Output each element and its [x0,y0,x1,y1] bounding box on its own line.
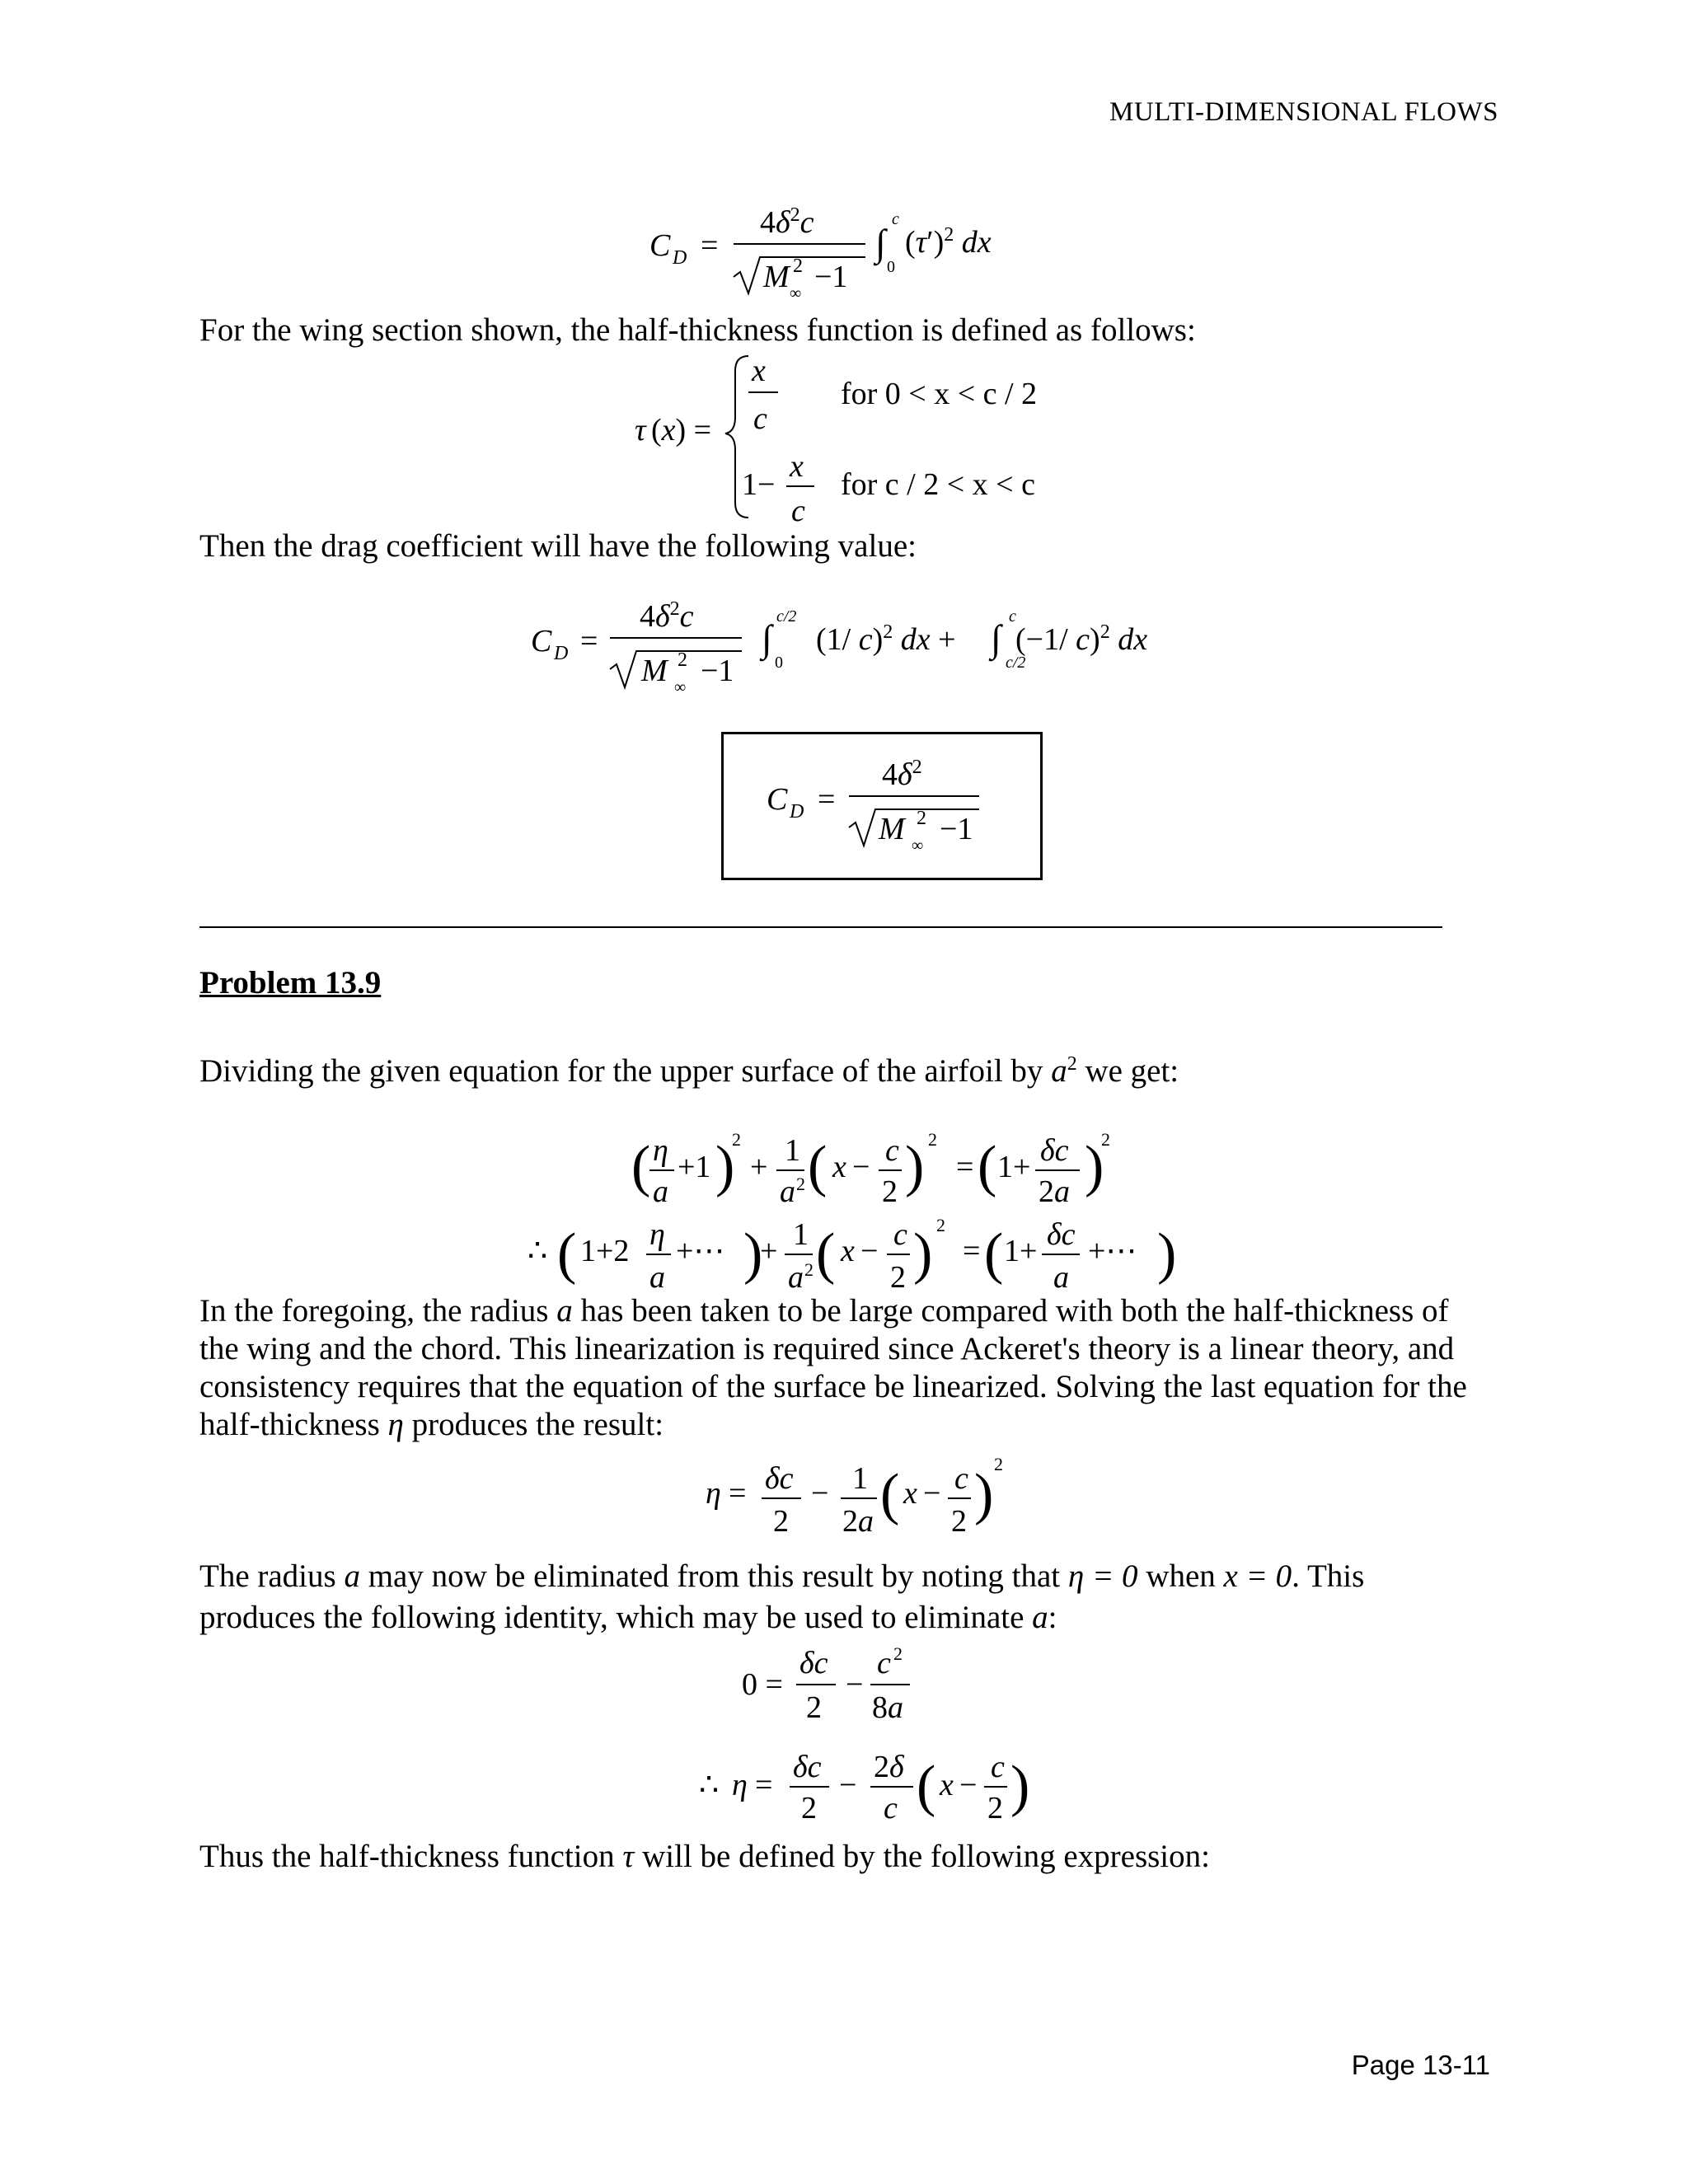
svg-text:1: 1 [852,1461,868,1496]
svg-text:c: c [893,1217,907,1252]
svg-text:+⋯: +⋯ [1088,1234,1137,1268]
case1-condition: for 0 < x < c / 2 [841,377,1038,411]
svg-text:∫: ∫ [762,617,772,659]
svg-text:c: c [753,401,767,436]
svg-text:): ) [913,1222,933,1286]
svg-text:η: η [706,1476,721,1511]
svg-text:2: 2 [732,1129,741,1150]
paragraph-radius: The radius a may now be eliminated from this result by noting that η = 0 when x = 0. This produces the following identity, which may be used to eliminate a: [199,1558,1365,1635]
svg-text:(−1/ c)2 dx: (−1/ c)$^2$ dx [1015,621,1148,657]
svg-text:−: − [811,1476,829,1511]
svg-text:−: − [860,1234,879,1268]
svg-text:(: ( [880,1463,900,1526]
svg-text:2: 2 [987,1791,1003,1825]
svg-text:c: c [892,210,899,228]
svg-text:c: c [885,1133,899,1168]
svg-text:2: 2 [928,1129,937,1150]
svg-text:2: 2 [936,1215,945,1235]
svg-text:0 =: 0 = [742,1667,783,1702]
equation-linearized [528,1215,1176,1295]
svg-text:D: D [554,643,569,664]
therefore-icon: ∴ [699,1768,720,1802]
svg-text:∫: ∫ [875,222,886,264]
svg-text:c: c [877,1646,891,1680]
svg-text:2: 2 [804,1259,814,1280]
svg-text:+: + [750,1150,768,1184]
equation-circle-normalized [631,1129,1110,1209]
svg-text:δc: δc [799,1646,828,1680]
svg-text:−1: −1 [701,654,734,688]
case2-condition: for c / 2 < x < c [841,467,1035,502]
svg-text:D: D [673,247,687,269]
svg-text:c: c [1009,607,1016,626]
svg-text:δc: δc [1047,1217,1076,1252]
svg-text:4δ2c: $4\delta^2c$ [760,204,814,240]
svg-text:M: M [879,812,905,846]
svg-text:): ) [1085,1135,1104,1198]
svg-text:−: − [959,1768,978,1802]
svg-text:+: + [760,1234,778,1268]
svg-text:x: x [790,449,804,484]
equation-identity [742,1643,910,1725]
svg-text:η: η [653,1133,668,1168]
svg-text:δc: δc [765,1461,794,1496]
svg-text:a: a [780,1174,795,1209]
svg-text:=: = [963,1234,981,1268]
svg-text:C: C [767,782,788,817]
paragraph-foregoing: In the foregoing, the radius a has been taken to be large compared with both the half-thickness of the wing and the chord. This linearization is required since Ackeret's theory is a linear theory, and consistency requires that the equation of the surface be linearized. Solving the last equation for the half-thickness η produces the result: [199,1293,1467,1442]
svg-text:C: C [531,624,552,658]
svg-text:(: ( [631,1135,651,1198]
svg-text:M: M [641,654,668,688]
svg-text:M: M [763,260,790,294]
equation-cd-integrals [531,598,1147,696]
svg-text:−: − [839,1768,857,1802]
svg-text:D: D [790,801,804,823]
svg-text:a: a [649,1260,665,1295]
svg-text:(x) =: (x) = [651,413,712,448]
svg-text:2: 2 [773,1504,789,1539]
svg-text:2δ: 2δ [874,1750,904,1784]
svg-text:4δ2: $4\delta^2$ [882,757,922,792]
equation-cd-general [649,204,992,302]
svg-text:a: a [653,1174,668,1209]
svg-text:2: 2 [951,1504,967,1539]
svg-text:1+2: 1+2 [580,1234,630,1268]
svg-text:2: 2 [796,1174,805,1194]
svg-text:): ) [1010,1755,1030,1818]
paragraph-dividing: Dividing the given equation for the upper surface of the airfoil by $a^2$ we get: [199,1053,1179,1089]
svg-text:2: 2 [890,1260,906,1295]
svg-text:=: = [755,1768,773,1802]
svg-text:0: 0 [775,654,783,672]
svg-text:8a: 8a [872,1690,903,1725]
equation-tau-piecewise [635,354,1037,528]
svg-text:−: − [923,1476,941,1511]
svg-text:2: 2 [994,1454,1003,1474]
svg-text:δc: δc [793,1750,822,1784]
svg-text:C: C [649,228,671,263]
svg-text:+1: +1 [678,1150,711,1184]
svg-text:(1/ c)2 dx +: (1/ c)$^2$ dx + [816,621,956,657]
svg-text:2a: 2a [842,1504,874,1539]
svg-text:c/2: c/2 [1006,654,1026,672]
svg-text:+⋯: +⋯ [676,1234,725,1268]
svg-text:2: 2 [882,1174,898,1209]
svg-text:1: 1 [785,1133,800,1168]
svg-text:c: c [884,1791,898,1825]
paragraph-then-drag: Then the drag coefficient will have the following value: [199,528,917,564]
svg-text:δc: δc [1040,1133,1069,1168]
svg-text:4δ2c: $4\delta^2c$ [640,598,694,634]
paragraph-wing-section: For the wing section shown, the half-thickness function is defined as follows: [199,312,1196,348]
svg-text:c: c [954,1461,968,1496]
svg-text:x: x [903,1476,917,1511]
svg-text:2: 2 [917,808,926,829]
section-divider [199,926,1442,928]
svg-text:∞: ∞ [674,678,687,696]
svg-text:): ) [905,1135,925,1198]
svg-text:τ: τ [635,413,646,448]
svg-text:1+: 1+ [1004,1234,1038,1268]
svg-text:(τ′)2 dx: $(\tau')^2$ dx [905,224,992,260]
page-number: Page 13-11 [1351,2050,1490,2080]
svg-text:2: 2 [801,1791,817,1825]
svg-text:=: = [729,1476,747,1511]
svg-text:(: ( [816,1222,836,1286]
therefore-icon: ∴ [528,1234,548,1268]
svg-text:x: x [832,1150,846,1184]
svg-text:a: a [788,1260,804,1295]
svg-text:−: − [852,1150,870,1184]
running-header: MULTI-DIMENSIONAL FLOWS [1109,97,1498,127]
svg-text:2: 2 [678,649,687,671]
svg-text:c: c [991,1750,1005,1784]
svg-text:x: x [940,1768,954,1802]
svg-text:(: ( [808,1135,828,1198]
svg-text:∫: ∫ [991,617,1001,659]
svg-text:η: η [649,1217,665,1252]
svg-text:2a: 2a [1039,1174,1070,1209]
svg-text:∞: ∞ [790,284,802,302]
svg-text:=: = [701,228,719,263]
svg-text:1: 1 [793,1217,809,1252]
svg-text:(: ( [984,1222,1004,1286]
svg-text:=: = [580,624,598,658]
paragraph-thus: Thus the half-thickness function τ will be defined by the following expression: [199,1839,1210,1874]
svg-text:): ) [743,1222,763,1286]
svg-text:(: ( [978,1135,997,1198]
svg-text:η: η [732,1768,748,1802]
svg-text:c/2: c/2 [776,607,797,626]
symbol-a: a [1051,1053,1067,1089]
svg-text:(: ( [917,1755,936,1818]
svg-text:∞: ∞ [912,837,924,855]
equation-eta-result [706,1454,1003,1539]
svg-text:−1: −1 [814,260,848,294]
problem-title: Problem 13.9 [199,965,382,1001]
svg-text:x: x [841,1234,855,1268]
svg-text:2: 2 [806,1690,822,1725]
answer-box [721,732,1043,880]
svg-text:1+: 1+ [997,1150,1031,1184]
svg-text:): ) [715,1135,735,1198]
svg-text:): ) [974,1463,994,1526]
svg-text:=: = [956,1150,974,1184]
svg-text:c: c [791,494,805,528]
svg-text:−1: −1 [940,812,973,846]
equation-eta-final [699,1750,1029,1825]
svg-text:1−: 1− [742,467,776,502]
svg-text:=: = [818,782,836,817]
svg-text:a: a [1053,1260,1069,1295]
svg-text:−: − [846,1667,864,1702]
svg-text:(: ( [557,1222,577,1286]
svg-text:2: 2 [893,1643,903,1664]
svg-text:0: 0 [887,258,895,276]
svg-text:2: 2 [1101,1129,1110,1150]
svg-text:x: x [752,354,766,388]
svg-text:2: 2 [793,255,803,277]
svg-text:): ) [1157,1222,1177,1286]
